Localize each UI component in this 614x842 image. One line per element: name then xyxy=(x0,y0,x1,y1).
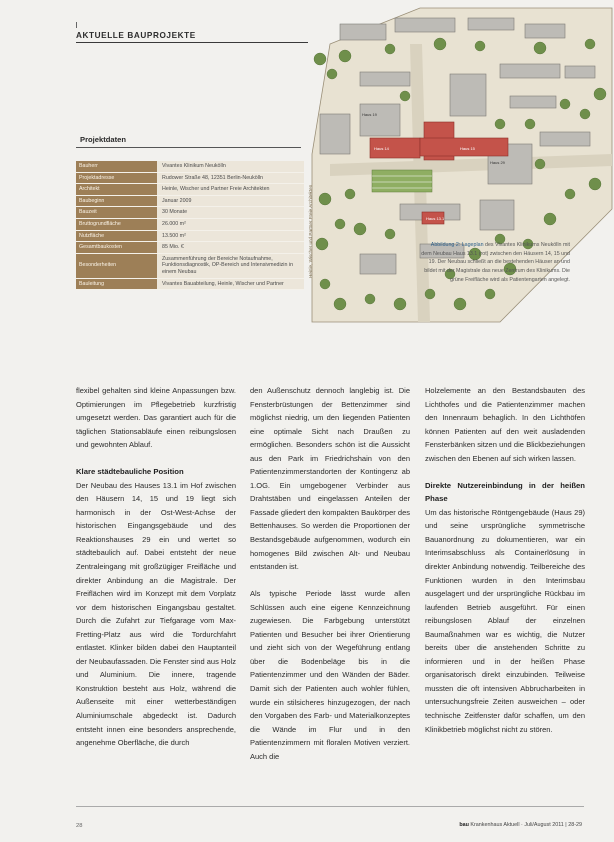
section-heading: Direkte Nutzereinbindung in der heißen Phase xyxy=(425,480,585,504)
projektdaten-key: Bruttogrundfläche xyxy=(76,219,157,230)
projektdaten-key: Bauleitung xyxy=(76,279,157,290)
body-paragraph: Um das historische Röntgengebäude (Haus 29) und seine ursprüngliche symmetrische Bauanordnung zu dokumentieren, war ein Interimsabschluss als Containerlösung in direkter Anbindung notwendig. Teilbereiche des Funktionen wurden in den Interimsbau ausgelagert und der ursprüngliche Rückbau im laufenden Betrieb ausgeführt. Für einen reibungslosen Ablauf der einzelnen Baumaßnahmen war es wichtig, die Nutzer bereits über die anstehenden Schritte zu informieren und in der heißen Phase organisatorisch direkt einzubinden. Teilweise mussten die oft intensiven Abbrucharbeiten in untersuchungsfreie Zeiten ausweichen – oder technische Zeitfenster dafür schaffen, um den Klinikbetrieb möglichst nicht zu stören. xyxy=(425,507,585,734)
body-paragraph: flexibel gehalten sind kleine Anpassungen bzw. Optimierungen im Pflegebetrieb kurzfristig umgesetzt werden. Das garantiert auch für die täglichen Stationsabläufe einen reibungslosen und gewohnten Ablauf. xyxy=(76,386,236,450)
body-paragraph: den Außenschutz dennoch langlebig ist. Die Fensterbrüstungen der Bettenzimmer sind möglichst niedrig, um den liegenden Patienten eine optimale Sicht nach Draußen zu ermöglichen. Besonders schön ist die Aussicht aus den Park im Friedrichshain von den Patientenzimmerstandorten der Kontingenz ab 1.OG. Ein umgebogener Verbinder aus Drahtstäben und eingelassen Anteilen der Fassade gliedert den kompakten Baukörper des Bettenhauses. So werden die Proportionen der Bestandsgebäude aufgenommen, wodurch ein homogenes Bild zwischen Alt- und Neubau entstanden ist. xyxy=(250,386,410,572)
plan-label: Haus 19 xyxy=(362,112,377,117)
body-column-1 xyxy=(76,384,236,763)
section-label: AKTUELLE BAUPROJEKTE xyxy=(76,31,196,40)
projektdaten-row xyxy=(76,173,304,185)
projektdaten-value: Vivantes Bauabteilung, Heinle, Wischer und Partner xyxy=(157,279,304,290)
projektdaten-value: 85 Mio. € xyxy=(157,242,304,253)
projektdaten-key: Gesamtbaukosten xyxy=(76,242,157,253)
projektdaten-value: Zusammenführung der Bereiche Notaufnahme, Funktionsdiagnostik, OP-Bereich und Intensivmedizin in einem Neubau xyxy=(157,254,304,278)
projektdaten-row xyxy=(76,219,304,231)
plan-label: Haus 14 xyxy=(374,146,389,151)
projektdaten-title: Projektdaten xyxy=(80,135,126,144)
projektdaten-key: Projektadresse xyxy=(76,173,157,184)
footer-rule xyxy=(76,806,584,807)
body-column-2 xyxy=(250,384,410,777)
footer-publication xyxy=(459,822,582,828)
projektdaten-value: 26.000 m² xyxy=(157,219,304,230)
projektdaten-table xyxy=(76,161,304,290)
site-plan xyxy=(300,4,614,344)
site-plan-drawing xyxy=(300,4,614,344)
projektdaten-value: Rudower Straße 48, 12351 Berlin-Neukölln xyxy=(157,173,304,184)
plan-label: Haus 15 xyxy=(460,146,475,151)
plan-label: Haus 13.1 xyxy=(426,216,445,221)
projektdaten-row xyxy=(76,161,304,173)
plan-caption-text: des Vivantes Klinikums Neukölln mit dem Neubau Haus 13.1 (rot) zwischen den Häusern 14, 15 und 19. Der Neubau schließt an die bestehenden Häuser an und bildet mit der Magistrale das neue Zentrum des Klinikums. Die grüne Freifläche wird als Patientengarten angelegt. xyxy=(421,242,570,283)
plan-credit: Heinle, Wischer und Partner Freie Architekten xyxy=(308,184,313,278)
body-paragraph: Als typische Periode lässt wurde allen Schlüssen auch eine eigene Kennzeichnung zugewiesen. Die Farbgebung unterstützt Patienten und Besucher bei ihrer Orientierung und zieht sich von der Wegeführung entlang über die Bodenbeläge bis in die Patientenzimmer und den Wänden der Bäder. Damit sich der Patienten auch wohler fühlen, wurde ein stilsicheres hinzugezogen, der nach den Vorgaben des Farb- und Materialkonzeptes die Wände im Flur und in den Patientenzimmern mit floralen Motiven verziert. Auch die xyxy=(250,589,410,761)
projektdaten-value: 30 Monate xyxy=(157,207,304,218)
projektdaten-row xyxy=(76,242,304,254)
plan-label: Haus 29 xyxy=(490,160,505,165)
body-column-3 xyxy=(425,384,585,750)
projektdaten-row xyxy=(76,184,304,196)
projektdaten-row xyxy=(76,254,304,279)
projektdaten-rule xyxy=(76,147,301,148)
body-paragraph: Holzelemente an den Bestandsbauten des Lichthofes und die Patientenzimmer machen den Innenraum behaglich. In den Lichthöfen können Patienten auf den weit ausladenden Fensterbänken sitzen und die Blickbeziehungen zwischen den Ebenen auf sich wirken lassen. xyxy=(425,386,585,463)
projektdaten-key: Bauzeit xyxy=(76,207,157,218)
footer-brand: bau xyxy=(459,822,469,828)
projektdaten-value: Vivantes Klinikum Neukölln xyxy=(157,161,304,172)
projektdaten-value: Heinle, Wischer und Partner Freie Architekten xyxy=(157,184,304,195)
projektdaten-row xyxy=(76,279,304,291)
header-tick xyxy=(76,22,77,28)
plan-caption xyxy=(420,241,570,285)
header-rule xyxy=(76,42,308,43)
section-heading: Klare städtebauliche Position xyxy=(76,467,184,477)
projektdaten-key: Architekt xyxy=(76,184,157,195)
plan-caption-lead: Abbildung 2: Lageplan xyxy=(430,242,484,248)
footer-publication-text: Krankenhaus Aktuell · Juli/August 2011 | 28-29 xyxy=(470,822,582,828)
body-paragraph: Der Neubau des Hauses 13.1 im Hof zwischen den Häusern 14, 15 und 19 liegt sich harmonisch in der Ost-West-Achse der historischen Eingangsgebäude und des Reaktionshauses 29 ein und wertet so städtebaulich auf. Dabei entsteht der neue Zentraleingang mit großzügiger Freifläche und direkter Anbindung an die Magistrale. Der Freiflächen wird im Konzept mit dem Vorplatz vor dem historischen Eingangsbau gestaltet. Durch die Zufahrt zur Tiefgarage vom Max-Fretting-Platz aus wird die Tordurchfahrt entlastet. Klinker bilden dabei den Hauptanteil der Neubaufassaden. Die Fenster sind aus Holz und Aluminium. Die innere, tragende Konstruktion besteht aus Holz, während die Außenseite mit einer wetterbeständigen Aluminiumschale abgedeckt ist. Dadurch entsteht innen eine besonders ansprechende, angenehme Oberfläche, die durch xyxy=(76,480,236,748)
projektdaten-value: 13.500 m² xyxy=(157,231,304,242)
page-number-left: 28 xyxy=(76,823,83,829)
projektdaten-row xyxy=(76,207,304,219)
projektdaten-value: Januar 2009 xyxy=(157,196,304,207)
projektdaten-row xyxy=(76,196,304,208)
projektdaten-key: Bauherr xyxy=(76,161,157,172)
projektdaten-row xyxy=(76,231,304,243)
projektdaten-key: Baubeginn xyxy=(76,196,157,207)
projektdaten-key: Besonderheiten xyxy=(76,254,157,278)
projektdaten-key: Nutzfläche xyxy=(76,231,157,242)
